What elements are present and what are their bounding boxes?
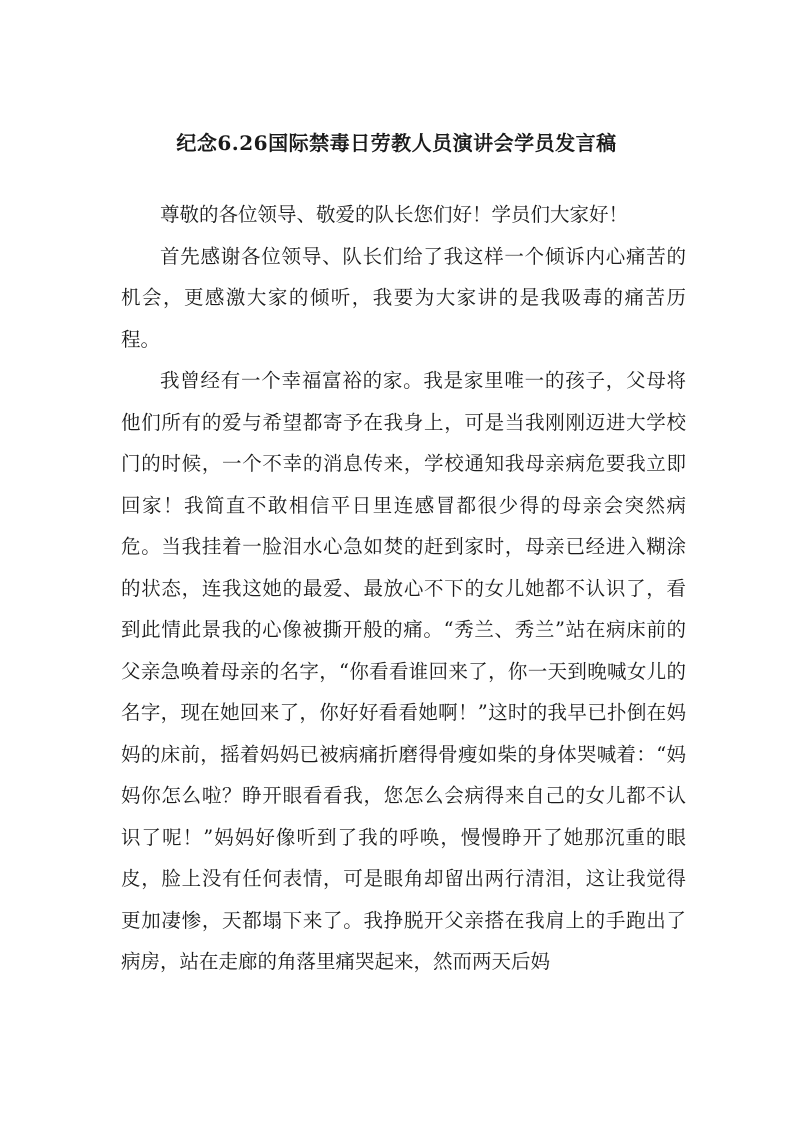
paragraph-thanks: 首先感谢各位领导、队长们给了我这样一个倾诉内心痛苦的机会，更感激大家的倾听，我要为大家讲的是我吸毒的痛苦历程。 bbox=[121, 244, 686, 351]
paragraph-story: 我曾经有一个幸福富裕的家。我是家里唯一的孩子，父母将他们所有的爱与希望都寄予在我身上，可是当我刚刚迈进大学校门的时候，一个不幸的消息传来，学校通知我母亲病危要我立即回家！我简直不敢相信平日里连感冒都很少得的母亲会突然病危。当我挂着一脸泪水心急如焚的赶到家时，母亲已经进入糊涂的状态，连我这她的最爱、最放心不下的女儿她都不认识了，看到此情此景我的心像被撕开般的痛。“秀兰、秀兰”站在病床前的父亲急唤着母亲的名字，“你看看谁回来了，你一天到晚喊女儿的名字，现在她回来了，你好好看看她啊！”这时的我早已扑倒在妈妈的床前，摇着妈妈已被病痛折磨得骨瘦如柴的身体哭喊着：“妈妈你怎么啦？睁开眼看看我，您怎么会病得来自己的女儿都不认识了呢！”妈妈好像听到了我的呼唤，慢慢睁开了她那沉重的眼皮，脸上没有任何表情，可是眼角却留出两行清泪，这让我觉得更加凄惨，天都塌下来了。我挣脱开父亲搭在我肩上的手跑出了病房，站在走廊的角落里痛哭起来，然而两天后妈 bbox=[121, 369, 686, 973]
document-title: 纪念6.26国际禁毒日劳教人员演讲会学员发言稿 bbox=[176, 131, 617, 155]
paragraph-greeting: 尊敬的各位领导、敬爱的队长您们好！学员们大家好！ bbox=[160, 203, 629, 226]
document-body bbox=[121, 194, 686, 983]
